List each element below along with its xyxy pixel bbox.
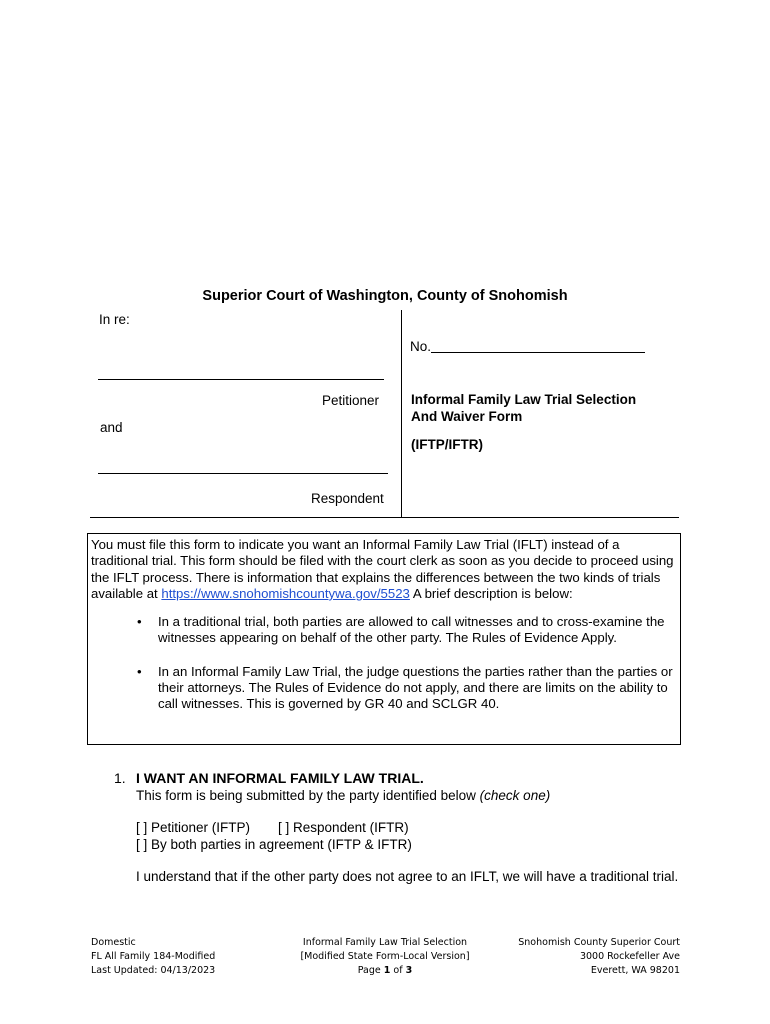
- and-label: and: [100, 420, 123, 435]
- notice-intro-text: You must file this form to indicate you want an Informal Family Law Trial (IFLT) instead of a traditional trial. This form should be filed with the court clerk as soon as you decide to proceed using the IFLT process. There is information that explains the differences between the two kinds of trials available at: [91, 537, 674, 601]
- footer-form-id: FL All Family 184-Modified: [91, 951, 216, 962]
- page-total: 3: [405, 965, 413, 976]
- form-code: (IFTP/IFTR): [411, 437, 483, 452]
- section-number: 1.: [114, 770, 126, 786]
- page-of: of: [390, 965, 406, 976]
- in-re-label: In re:: [99, 312, 130, 327]
- footer-city: Everett, WA 98201: [590, 965, 680, 976]
- list-item: [91, 664, 676, 713]
- petitioner-label: Petitioner: [322, 393, 380, 408]
- form-title: [411, 391, 671, 425]
- case-number-field[interactable]: [431, 352, 645, 353]
- form-title-line1: Informal Family Law Trial Selection: [411, 392, 637, 407]
- footer-center: [290, 936, 480, 978]
- notice-intro: [91, 537, 676, 602]
- list-item: [91, 614, 676, 647]
- section-subtext-italic: (check one): [479, 788, 551, 803]
- section-heading: I WANT AN INFORMAL FAMILY LAW TRIAL.: [136, 770, 424, 786]
- footer-court: Snohomish County Superior Court: [518, 937, 680, 948]
- footer-category: Domestic: [91, 937, 136, 948]
- info-link[interactable]: https://www.snohomishcountywa.gov/5523: [161, 585, 410, 601]
- page-current: 1: [383, 965, 391, 976]
- form-title-line2: And Waiver Form: [411, 409, 523, 424]
- footer-right: [490, 936, 680, 978]
- footer-left: [91, 936, 215, 978]
- checkbox-respondent[interactable]: [ ] Respondent (IFTR): [278, 820, 409, 835]
- footer-form-title: Informal Family Law Trial Selection: [302, 937, 468, 948]
- respondent-label: Respondent: [311, 491, 384, 506]
- checkbox-both-parties[interactable]: [ ] By both parties in agreement (IFTP & IFTR): [136, 837, 412, 852]
- footer-updated: Last Updated: 04/13/2023: [91, 965, 216, 976]
- section-subtext-main: This form is being submitted by the party identified below: [136, 788, 480, 803]
- court-title: Superior Court of Washington, County of Snohomish: [202, 288, 568, 304]
- caption-divider: [401, 310, 402, 517]
- page-number: [290, 964, 480, 978]
- respondent-name-field[interactable]: [98, 473, 388, 474]
- caption-bottom-rule: [90, 517, 679, 518]
- footer-version: [Modified State Form-Local Version]: [300, 951, 470, 962]
- section-subtext: [136, 788, 550, 803]
- notice-intro-tail: A brief description is below:: [409, 585, 573, 601]
- bullet-icon: •: [137, 614, 142, 630]
- notice-box: [87, 533, 681, 745]
- footer-address: 3000 Rockefeller Ave: [579, 951, 680, 962]
- petitioner-name-field[interactable]: [98, 379, 384, 380]
- page-prefix: Page: [357, 965, 384, 976]
- bullet-text: In an Informal Family Law Trial, the judge questions the parties rather than the parties or their attorneys. The Rules of Evidence do not apply, and there are limits on the ability to call witnesses. This is governed by GR 40 and SCLGR 40.: [158, 663, 673, 712]
- checkbox-petitioner[interactable]: [ ] Petitioner (IFTP): [136, 820, 251, 835]
- checkbox-row-parties: [136, 820, 409, 835]
- understand-statement: I understand that if the other party does not agree to an IFLT, we will have a traditional trial.: [136, 869, 679, 884]
- case-number-label: No.: [410, 339, 432, 354]
- bullet-text: In a traditional trial, both parties are allowed to call witnesses and to cross-examine the witnesses appearing on behalf of the other party. The Rules of Evidence Apply.: [158, 614, 665, 646]
- notice-bullets: [91, 614, 676, 712]
- bullet-icon: •: [137, 663, 142, 679]
- checkbox-row-both: [136, 837, 412, 852]
